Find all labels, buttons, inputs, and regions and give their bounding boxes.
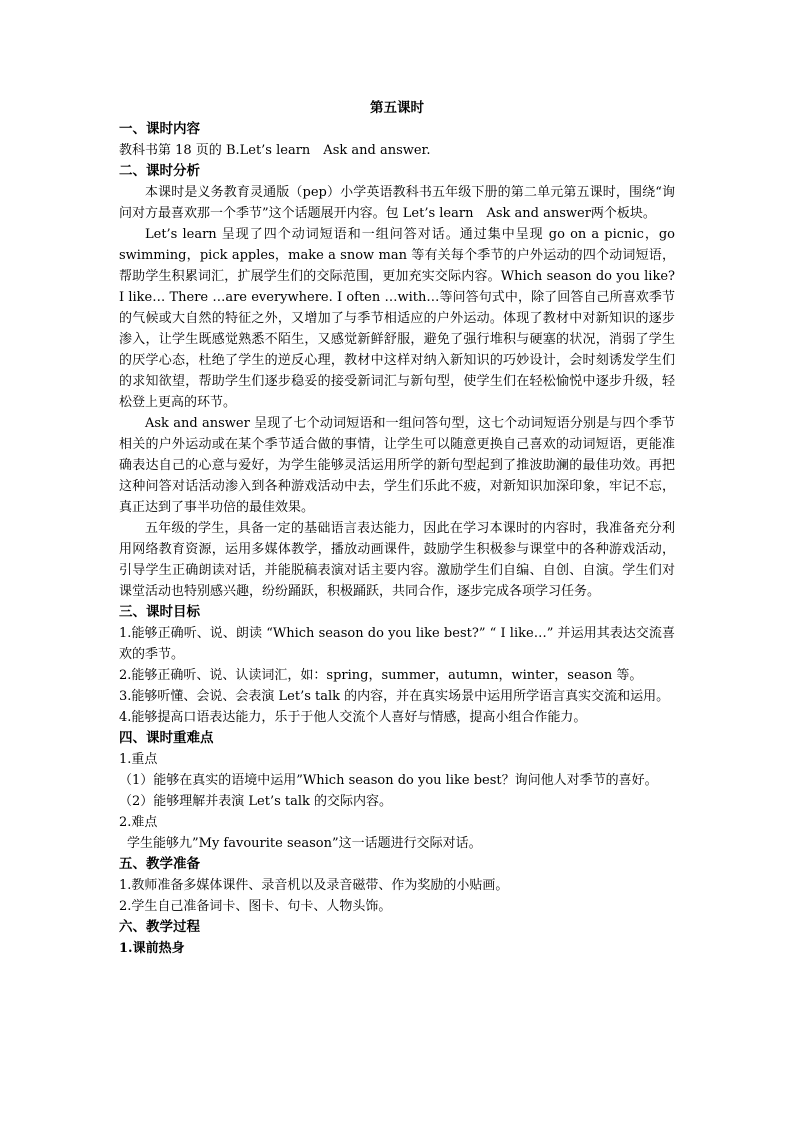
document-title: 第五课时 <box>370 100 424 116</box>
paragraph: 五年级的学生，具备一定的基础语言表达能力，因此在学习本课时的内容时，我准备充分利用网络教育资源，运用多媒体教学，播放动画课件，鼓励学生积极参与课堂中的各种游戏活动，引导学生正确朗读对话，并能脱稿表演对话主要内容。激励学生们自编、自创、自演。学生们对课堂活动也特别感兴趣，纷纷踊跃，积极踊跃，共同合作，逐步完成各项学习任务。 <box>119 521 675 599</box>
section-heading: 二、课时分析 <box>119 163 200 179</box>
section-heading: 三、课时目标 <box>119 604 200 620</box>
section-heading: 六、教学过程 <box>119 919 200 935</box>
paragraph: Let’s learn 呈现了四个动词短语和一组问答对话。通过集中呈现 go on a picnic，go swimming，pick apples，make a snow man 等有关每个季节的户外运动的四个动词短语，帮助学生积累词汇，扩展学生们的交际范围，更加充实交际内容。Which season do you like? I like… There …are everywhere. I often …with…等问答句式中，除了回答自己所喜欢季节的气候或大自然的特征之外，又增加了与季节相适应的户外运动。体现了教材中对新知识的逐步渗入，让学生既感觉熟悉不陌生，又感觉新鲜舒服，避免了强行堆积与硬塞的状况，消弱了学生的厌学心态，杜绝了学生的逆反心理，教材中这样对纳入新知识的巧妙设计，会时刻诱发学生们的求知欲望，帮助学生们逐步稳妥的接受新词汇与新句型，使学生们在轻松愉悦中逐步升级，轻松登上更高的环节。 <box>119 227 675 410</box>
subsection-heading: 1.课前热身 <box>119 941 185 956</box>
paragraph: 2.学生自己准备词卡、图卡、句卡、人物头饰。 <box>119 899 392 914</box>
paragraph: Ask and answer 呈现了七个动词短语和一组问答句型，这七个动词短语分别是与四个季节相关的户外运动或在某个季节适合做的事情，让学生可以随意更换自己喜欢的动词短语，更能准确表达自己的心意与爱好，为学生能够灵活运用所学的新句型起到了推波助澜的最佳功效。再把这种问答对话活动渗入到各种游戏活动中去，学生们乐此不疲，对新知识加深印象，牢记不忘，真正达到了事半功倍的最佳效果。 <box>119 416 675 515</box>
paragraph: 1.教师准备多媒体课件、录音机以及录音磁带、作为奖励的小贴画。 <box>119 878 509 893</box>
paragraph: （2）能够理解并表演 Let’s talk 的交际内容。 <box>119 794 393 809</box>
paragraph: （1）能够在真实的语境中运用”Which season do you like best？询问他人对季节的喜好。 <box>119 773 658 788</box>
paragraph: 2.能够正确听、说、认读词汇，如：spring，summer，autumn，winter，season 等。 <box>119 668 643 683</box>
paragraph: 1.能够正确听、说、朗读 “Which season do you like best?” “ I like…” 并运用其表达交流喜欢的季节。 <box>119 626 675 662</box>
paragraph: 4.能够提高口语表达能力，乐于于他人交流个人喜好与情感，提高小组合作能力。 <box>119 710 587 725</box>
section-heading: 五、教学准备 <box>119 856 200 872</box>
paragraph: 2.难点 <box>119 815 158 830</box>
paragraph: 3.能够听懂、会说、会表演 Let’s talk 的内容，并在真实场景中运用所学语言真实交流和运用。 <box>119 689 670 704</box>
document-page <box>119 98 675 959</box>
section-heading: 四、课时重难点 <box>119 730 214 746</box>
paragraph: 1.重点 <box>119 752 158 767</box>
section-heading: 一、课时内容 <box>119 121 200 137</box>
paragraph: 教科书第 18 页的 B.Let’s learn Ask and answer. <box>119 143 431 158</box>
paragraph: 学生能够九”My favourite season”这一话题进行交际对话。 <box>127 836 482 851</box>
paragraph: 本课时是义务教育灵通版（pep）小学英语教科书五年级下册的第二单元第五课时，围绕“询问对方最喜欢那一个季节”这个话题展开内容。包 Let’s learn Ask and answer两个板块。 <box>119 185 675 221</box>
